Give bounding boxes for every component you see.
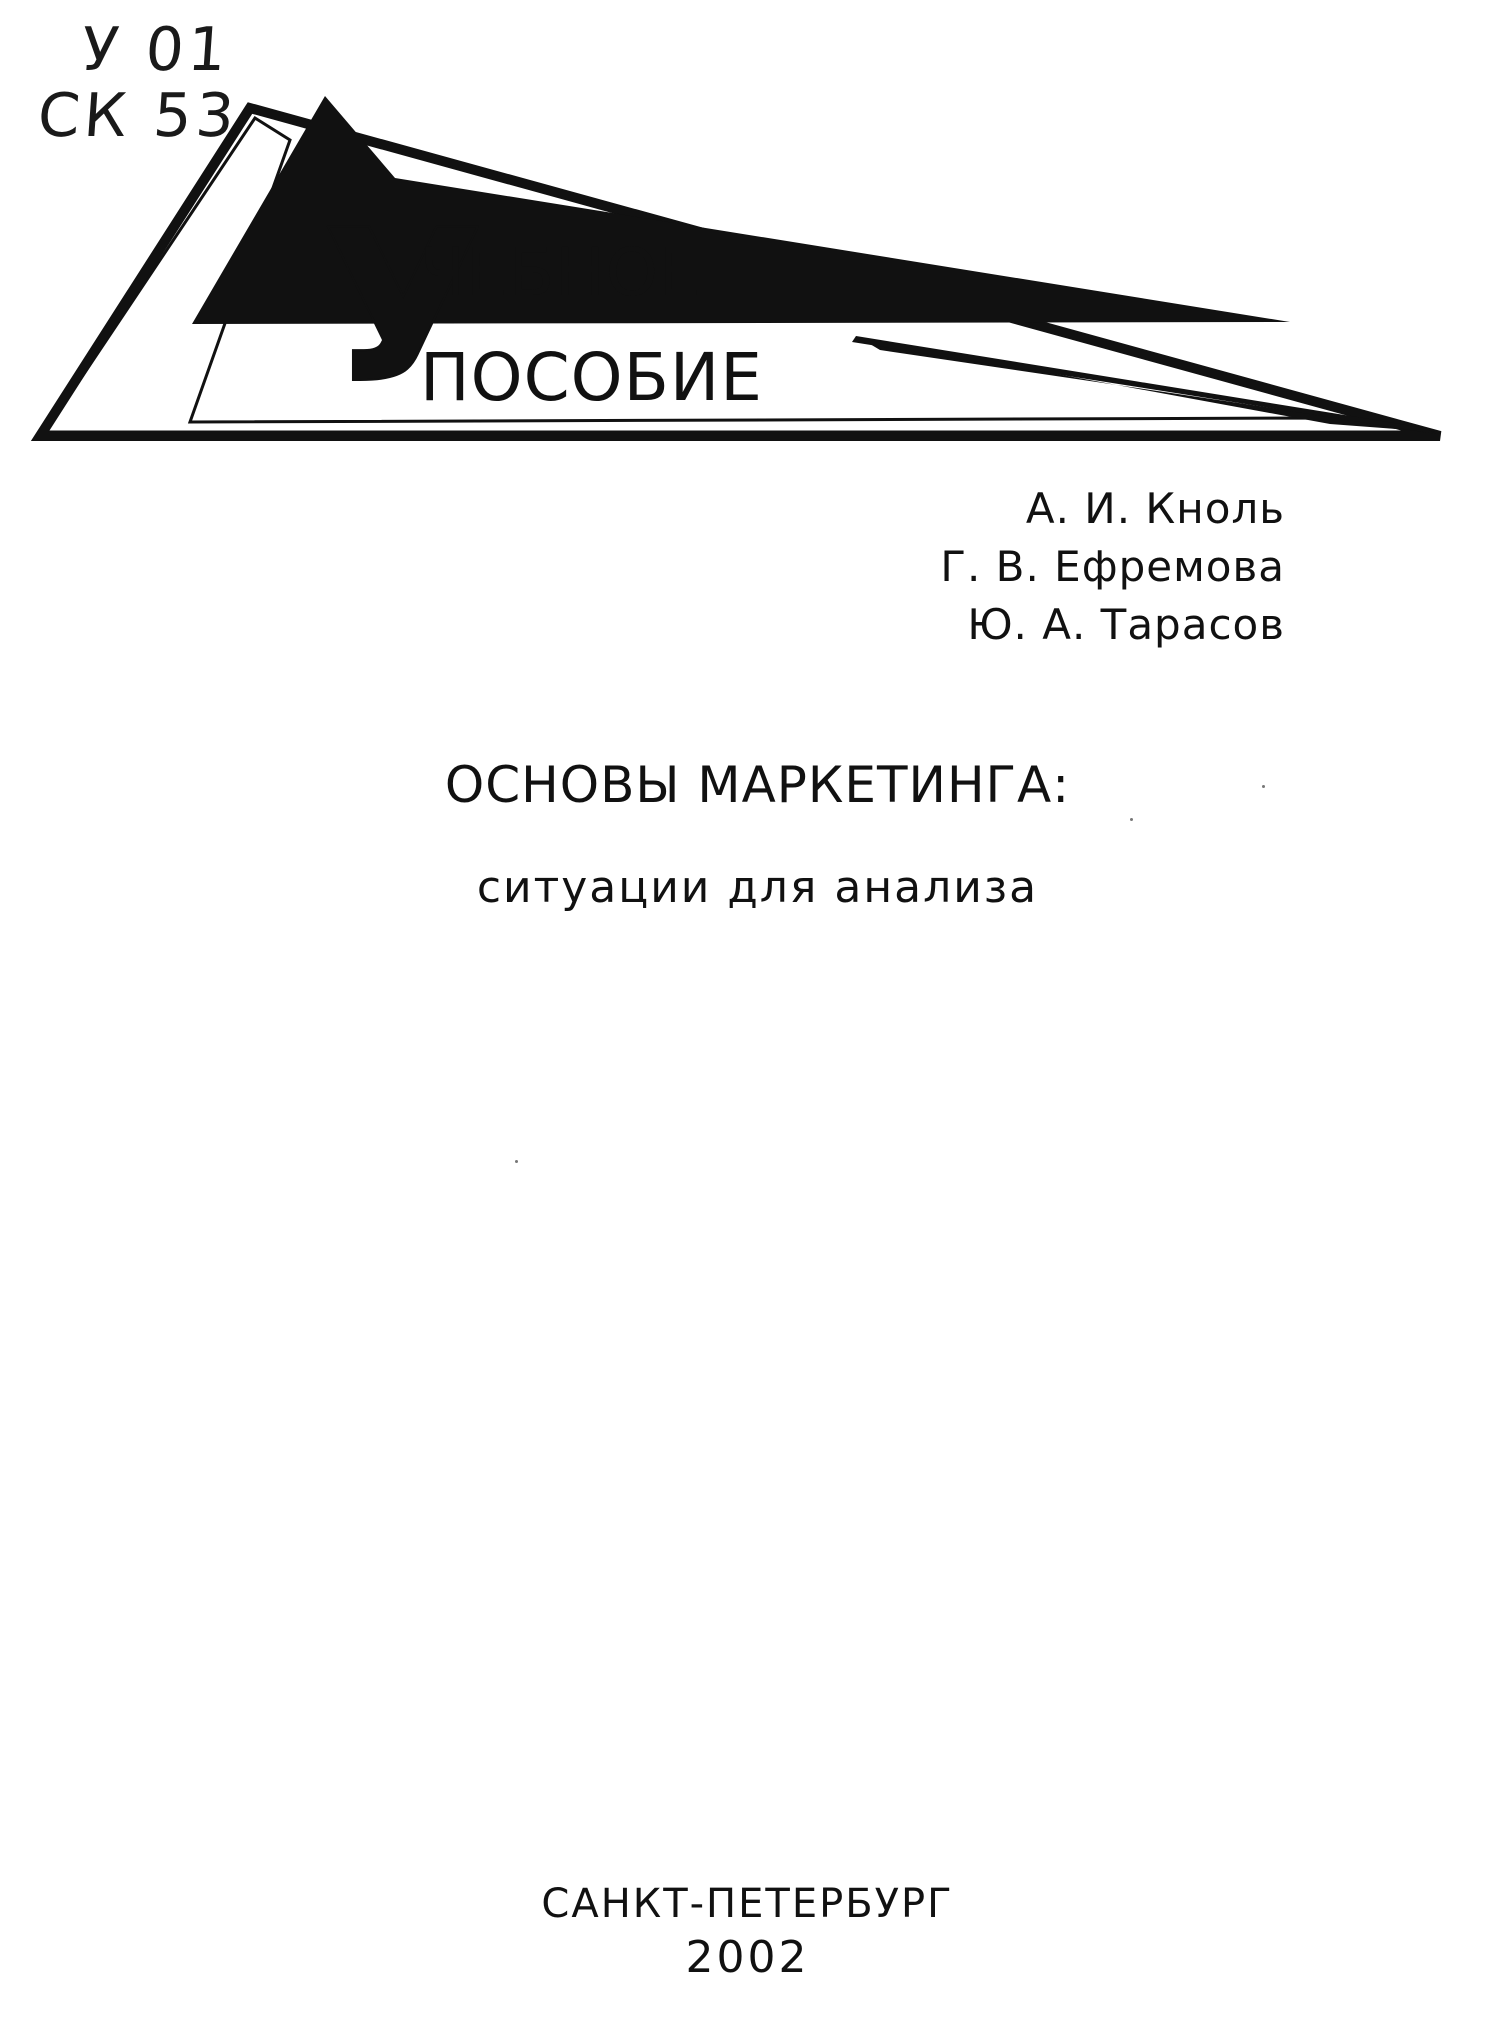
logo-initial: У: [322, 185, 484, 430]
book-title: ОСНОВЫ МАРКЕТИНГА:: [444, 756, 1071, 814]
scan-speck: [1262, 785, 1265, 788]
author-1: А. И. Кноль: [1025, 484, 1285, 533]
scan-speck: [515, 1160, 518, 1163]
author-2: Г. В. Ефремова: [940, 542, 1285, 591]
shelf-mark-line-1: У 01: [79, 15, 233, 85]
scan-speck: [1130, 818, 1133, 821]
imprint-year: 2002: [685, 1932, 810, 1983]
author-3: Ю. А. Тарасов: [967, 600, 1285, 649]
series-logo: [0, 0, 1485, 460]
logo-line-2: ПОСОБИЕ: [420, 339, 763, 416]
imprint: [0, 1878, 1485, 1986]
book-subtitle: ситуации для анализа: [476, 862, 1039, 913]
author-list: [940, 480, 1285, 654]
logo-line-1: ЧЕБНОЕ: [420, 234, 702, 311]
shelf-mark-line-2: СК 53: [35, 81, 241, 151]
imprint-city: САНКТ-ПЕТЕРБУРГ: [541, 1881, 954, 1927]
